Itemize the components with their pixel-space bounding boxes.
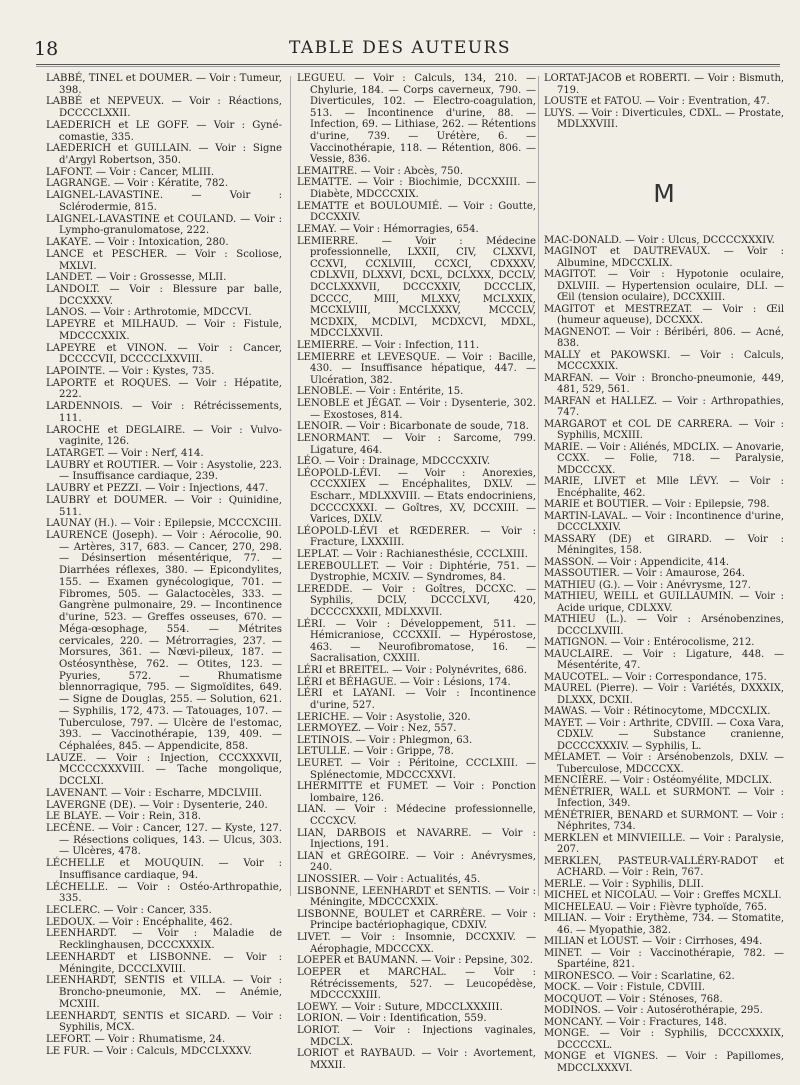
index-entry: LABBÉ et NEPVEUX. — Voir : Réactions, DCCCCLXXII. [46,96,282,120]
index-column-3-m-entries [544,235,784,1075]
index-entry: LÉRI. — Voir : Développement, 511. — Hémicraniose, CCCXXII. — Hypérostose, 463. — Neurofibromatose, 16. — Sacralisation, CXXIII. [297,618,536,665]
index-entry: MIRONESCO. — Voir : Scarlatine, 62. [544,970,735,982]
index-entry: LENOIR. — Voir : Bicarbonate de soude, 718. [297,421,529,433]
index-entry: LÉO. — Voir : Drainage, MDCCCXXIV. [297,456,491,468]
section-letter-heading: M [653,178,675,208]
index-entry: MATIGNON. — Voir : Entérocolisme, 212. [544,637,755,648]
index-entry: LÉCHELLE et MOUQUIN. — Voir : Insuffisance cardiaque, 94. [46,858,282,881]
index-entry: MICHEL et NICOLAU. — Voir : Greffes MCXLI. [544,890,782,901]
index-entry: LE FUR. — Voir : Calculs, MDCCLXXXV. [46,1045,252,1057]
index-entry: MAGNENOT. — Voir : Béribéri, 806. — Acné, 838. [544,326,784,349]
index-entry: LAEDERICH et GUILLAIN. — Voir : Signe d'Argyl Robertson, 350. [46,143,282,167]
index-entry: LE BLAYE. — Voir : Rein, 318. [46,811,202,823]
index-entry: LAIGNEL-LAVASTINE et COULAND. — Voir : Lympho-granulomatose, 222. [46,213,282,237]
index-entry: LAUBRY et ROUTIER. — Voir : Asystolie, 223. — Insuffisance cardiaque, 239. [46,459,282,483]
index-entry: LARDENNOIS. — Voir : Rétrécissements, 111. [46,401,282,424]
index-entry: MONGE et VIGNES. — Voir : Papillomes, MDCCLXXXVI. [544,1051,784,1074]
index-entry: LUYS. — Voir : Diverticules, CDXL. — Prostate, MDLXXVIII. [544,107,784,130]
index-entry: MASSOUTIER. — Voir : Amaurose, 264. [544,568,745,579]
index-entry: LOEPER et BAUMANN. — Voir : Pepsine, 302. [297,955,533,967]
index-entry: MARIE. — Voir : Aliénés, MDCLIX. — Anovarie, CCXX. — Folie, 718. — Paralysie, MDCCCXX. [544,441,784,476]
index-entry: LAVERGNE (DE). — Voir : Dysenterie, 240. [46,799,268,811]
index-entry: LENOBLE. — Voir : Entérite, 15. [297,386,464,398]
index-entry: MODINOS. — Voir : Autosérothérapie, 295. [544,1005,763,1016]
index-entry: MAYET. — Voir : Arthrite, CDVIII. — Coxa Vara, CDXLV. — Substance cranienne, DCCCCXXXIV. — Syphilis, L. [544,717,784,752]
index-entry: MARFAN et HALLEZ. — Voir : Arthropathies, 747. [544,395,784,418]
index-entry: LORTAT-JACOB et ROBERTI. — Voir : Bismuth, 719. [544,73,784,96]
index-entry: LOUSTE et FATOU. — Voir : Eventration, 47. [544,96,770,107]
index-entry: LEMIERRE. — Voir : Médecine professionnelle, LXXII, CIV, CLXXVI, CCXVI, CCXLVIII, CCXCI, CDXXXV, CDLXVII, DLXXVI, DCXL, DCLXXX, DCCLV, DCCLXXXVII, DCCCXXIV, DCCCLIX, DCCCC, MIII, MLXXV, MCLXXIX, MCCXLVIII, MCCLXXXV, MCCCLV, MCDXIX, MCDLVI, MCDXCVI, MDXL, MDCCLXXVII. [297,235,536,340]
index-entry: LAURENCE (Joseph). — Voir : Aérocolie, 90. — Artères, 317, 683. — Cancer, 270, 298. — Désinsertion mésentérique, 77. — Diarrhées réflexes, 380. — Epicondylites, 155. — Examen gynécologique, 701. — Fibromes, 505. — Galactocèles, 333. — Gangrène pulmonaire, 29. — Incontinence d'urine, 523. — Greffes osseuses, 670. — Méga-œsophage, 554. — Métrites cervicales, 220. — Métrorragies, 237. — Morsures, 361. — Nœvi-pileux, 187. — Ostéosynthèse, 762. — Otites, 123. — Pyuries, 572. — Rhumatisme blennorragique, 795. — Sigmoïdites, 649. — Signe de Douglas, 255. — Solution, 621. — Syphilis, 172, 473. — Tatouages, 107. — Tuberculose, 797. — Ulcère de l'estomac, 393. — Vaccinothérapie, 139, 409. — Céphalées, 845. — Appendicite, 858. [46,530,282,752]
index-entry: MARIE et BOUTIER. — Voir : Epilepsie, 798. [544,499,770,510]
index-entry: LAVENANT. — Voir : Escharre, MDCLVIII. [46,787,262,799]
running-title: TABLE DES AUTEURS [289,38,511,58]
index-entry: LIAN. — Voir : Médecine professionnelle, CCCXCV. [297,804,536,827]
index-entry: LECLERC. — Voir : Cancer, 335. [46,905,212,917]
index-column-1 [46,73,282,1057]
index-entry: LEGUEU. — Voir : Calculs, 134, 210. — Chylurie, 184. — Corps caverneux, 790. — Diverticules, 102. — Electro-coagulation, 513. — Incontinence d'urine, 88. — Infection, 69. — Lithiase, 262. — Rétentions d'urine, 739. — Urétère, 6. — Vaccinothérapie, 118. — Rétention, 806. — Vessie, 836. [297,73,536,166]
index-entry: LAKAYE. — Voir : Intoxication, 280. [46,237,229,249]
index-entry: LEPLAT. — Voir : Rachianesthésie, CCCLXIII. [297,548,528,560]
index-entry: MILIAN. — Voir : Erythème, 734. — Stomatite, 46. — Myopathie, 382. [544,913,784,936]
index-entry: LANDOLT. — Voir : Blessure par balle, DCCXXXV. [46,283,282,307]
index-entry: MILIAN et LOUST. — Voir : Cirrhoses, 494. [544,936,763,947]
index-entry: LÉRI et LAYANI. — Voir : Incontinence d'urine, 527. [297,688,536,711]
index-entry: LAUBRY et DOUMER. — Voir : Quinidine, 511. [46,494,282,518]
index-entry: MASSON. — Voir : Appendicite, 414. [544,556,730,568]
index-entry: LAROCHE et DEGLAIRE. — Voir : Vulvo-vaginite, 126. [46,424,282,448]
index-entry: MARTIN-LAVAL. — Voir : Incontinence d'urine, DCCCLXXIV. [544,510,784,533]
index-entry: MÉNÉTRIER, WALL et SURMONT. — Voir : Infection, 349. [544,786,784,809]
index-entry: LEENHARDT et LISBONNE. — Voir : Méningite, DCCCLXVIII. [46,951,282,975]
index-entry: LERICHE. — Voir : Asystolie, 320. [297,711,471,723]
column-divider [290,76,291,896]
index-entry: LORION. — Voir : Identification, 559. [297,1013,487,1025]
index-entry: LEMIERRE. — Voir : Infection, 111. [297,340,480,352]
index-column-3 [544,73,784,1074]
index-entry: LEMAITRE. — Voir : Abcès, 750. [297,165,464,177]
index-entry: LAPEYRE et MILHAUD. — Voir : Fistule, MDCCCXXIX. [46,319,282,342]
index-entry: LEMATTE. — Voir : Biochimie, DCCXXIII. — Diabète, MDCCCXIX. [297,177,536,201]
index-entry: MONCANY. — Voir : Fractures, 148. [544,1016,727,1028]
index-entry: LAPORTE et ROQUES. — Voir : Hépatite, 222. [46,377,282,401]
index-entry: LHERMITTE et FUMET. — Voir : Ponction lombaire, 126. [297,781,536,804]
header-rule [36,64,780,65]
index-entry: LÉRI et BÉHAGUE. — Voir : Lésions, 174. [297,676,511,688]
index-entry: LÉRI et BREITEL. — Voir : Polynévrites, 686. [297,665,527,677]
index-entry: MERKLEN, PASTEUR-VALLÉRY-RADOT et ACHARD. — Voir : Rein, 767. [544,855,784,878]
index-entry: MAGINOT et DAUTREVAUX. — Voir : Albumine, MDCCXLIX. [544,246,784,269]
index-entry: LABBÉ, TINEL et DOUMER. — Voir : Tumeur, 398. [46,73,282,96]
index-column-2 [297,73,536,1071]
index-entry: LEDOUX. — Voir : Encéphalite, 462. [46,916,233,928]
index-entry: MASSARY (DE) et GIRARD. — Voir : Méningites, 158. [544,533,784,556]
index-entry: LANDET. — Voir : Grossesse, MLII. [46,272,227,284]
index-entry: LEENHARDT, SENTIS et SICARD. — Voir : Syphilis, MCX. [46,1010,282,1034]
index-entry: LAUBRY et PEZZI. — Voir : Injections, 447. [46,483,269,495]
index-entry: LINOSSIER. — Voir : Actualités, 45. [297,874,481,886]
index-entry: MATHIEU, WEILL et GUILLAUMIN. — Voir : Acide urique, CDLXXV. [544,591,784,614]
index-entry: MARFAN. — Voir : Broncho-pneumonie, 449, 481, 529, 561. [544,372,784,395]
index-entry: LETULLE. — Voir : Grippe, 78. [297,746,454,758]
index-entry: MATHIEU (L.). — Voir : Arsénobenzines, DCCCLXVIII. [544,614,784,637]
index-entry: LAEDERICH et LE GOFF. — Voir : Gyné-comastie, 335. [46,119,282,143]
index-entry: LETINOIS. — Voir : Phlegmon, 63. [297,734,473,746]
index-entry: LEMIERRE et LEVESQUE. — Voir : Bacille, 430. — Insuffisance hépatique, 447. — Ulcération, 382. [297,351,536,386]
index-entry: LANOS. — Voir : Arthrotomie, MDCCVI. [46,307,252,319]
index-entry: LAFONT. — Voir : Cancer, MLIII. [46,166,215,178]
index-entry: LATARGET. — Voir : Nerf, 414. [46,448,204,459]
index-entry: LEENHARDT, SENTIS et VILLA. — Voir : Broncho-pneumonie, MX. — Anémie, MCXIII. [46,975,282,1010]
index-entry: MERLE. — Voir : Syphilis, DLII. [544,878,704,890]
index-entry: LEREBOULLET. — Voir : Diphtérie, 751. — Dystrophie, MCXIV. — Syndromes, 84. [297,560,536,584]
index-entry: LEMATTE et BOULOUMIÉ. — Voir : Goutte, DCCXXIV. [297,200,536,224]
index-entry: MAC-DONALD. — Voir : Ulcus, DCCCCXXXIV. [544,234,775,246]
index-entry: MÉLAMET. — Voir : Arsénobenzols, DXLV. — Tuberculose, MDCCCXX. [544,752,784,775]
index-entry: LOEPER et MARCHAL. — Voir : Rétrécissements, 527. — Leucopédèse, MDCCCXXIII. [297,966,536,1002]
index-entry: LIAN, DARBOIS et NAVARRE. — Voir : Injections, 191. [297,827,536,851]
index-entry: MAUCOTEL. — Voir : Correspondance, 175. [544,671,767,683]
index-entry: LECÈNE. — Voir : Cancer, 127. — Kyste, 127. — Résections coliques, 143. — Ulcus, 303. — Ulcères, 478. [46,823,282,858]
index-entry: LEURET. — Voir : Péritoine, CCCLXIII. — Splénectomie, MDCCCXXVI. [297,757,536,781]
index-entry: LAGRANGE. — Voir : Kératite, 782. [46,178,229,190]
index-entry: MARGAROT et COL DE CARRERA. — Voir : Syphilis, MCXIII. [544,418,784,441]
index-entry: MAGITOT. — Voir : Hypotonie oculaire, DXLVIII. — Hypertension oculaire, DLI. — Œil (tension oculaire), DCCXXIII. [544,269,784,303]
index-entry: LEREDDE. — Voir : Goîtres, DCCXC. — Syphilis, DCLV, DCCCLXVI, 420, DCCCCXXXII, MDLXXVII. [297,583,536,619]
index-entry: LAUZE. — Voir : Injection, CCCXXXVII, MCCCCXXXVIII. — Tache mongolique, DCCLXI. [46,752,282,788]
index-entry: LEENHARDT. — Voir : Maladie de Recklinghausen, DCCCXXXIX. [46,928,282,952]
page-header [0,38,800,60]
index-entry: LENORMANT. — Voir : Sarcome, 799. Ligature, 464. [297,432,536,456]
index-entry: MAWAS. — Voir : Rétinocytome, MDCCXLIX. [544,706,771,717]
index-entry: MENCIÈRE. — Voir : Ostéomyélite, MDCLIX. [544,775,772,786]
index-entry: MALLY et PAKOWSKI. — Voir : Calculs, MCCCXXIX. [544,349,784,372]
index-entry: LEFORT. — Voir : Rhumatisme, 24. [46,1033,226,1045]
index-entry: LAUNAY (H.). — Voir : Epilepsie, MCCCXCIII. [46,518,282,530]
index-entry: MOCQUOT. — Voir : Sténoses, 768. [544,993,723,1005]
index-entry: MAGITOT et MESTREZAT. — Voir : Œil (humeur aqueuse), DCCXXX. [544,303,784,326]
index-entry: LAPOINTE. — Voir : Kystes, 735. [46,365,215,377]
index-entry: LÉCHELLE. — Voir : Ostéo-Arthropathie, 335. [46,881,282,905]
header-rule-secondary [36,66,780,67]
index-entry: MATHIEU (G.). — Voir : Anévrysme, 127. [544,579,751,591]
index-entry: LANCE et PESCHER. — Voir : Scoliose, MXLVI. [46,248,282,272]
index-entry: LENOBLE et JÉGAT. — Voir : Dysenterie, 302. — Exostoses, 814. [297,398,536,421]
index-entry: MONGE. — Voir : Syphilis, DCCCXXXIX, DCCCCXL. [544,1028,784,1051]
index-entry: LAIGNEL-LAVASTINE. — Voir : Sclérodermie, 815. [46,190,282,213]
index-entry: LEMAY. — Voir : Hémorragies, 654. [297,223,479,235]
index-entry: MÉNÉTRIER, BENARD et SURMONT. — Voir : Néphrites, 734. [544,809,784,832]
index-entry: LAPEYRE et VINON. — Voir : Cancer, DCCCCVII, DCCCCLXXVIII. [46,342,282,366]
index-entry: LIVET. — Voir : Insomnie, DCCXXIV. — Aérophagie, MDCCCXX. [297,932,536,955]
index-entry: MICHELEAU. — Voir : Fièvre typhoïde, 765. [544,901,767,913]
column-divider [538,76,539,896]
index-entry: MOCK. — Voir : Fistule, CDVIII. [544,982,706,993]
index-entry: LOEWY. — Voir : Suture, MDCCLXXXIII. [297,1001,503,1013]
index-entry: MARIE, LIVET et Mlle LÉVY. — Voir : Encéphalite, 462. [544,476,784,499]
index-entry: LERMOYEZ. — Voir : Nez, 557. [297,723,457,735]
page-number: 18 [34,38,59,60]
index-entry: LISBONNE, LEENHARDT et SENTIS. — Voir : Méningite, MDCCCXXIX. [297,885,536,909]
index-entry: MAUCLAIRE. — Voir : Ligature, 448. — Mésentérite, 47. [544,648,784,671]
index-entry: LÉOPOLD-LÉVI et RŒDERER. — Voir : Fracture, LXXXIII. [297,525,536,549]
index-entry: LORIOT et RAYBAUD. — Voir : Avortement, MXXII. [297,1048,536,1071]
index-entry: MINET. — Voir : Vaccinothérapie, 782. — Spartéine, 821. [544,947,784,970]
index-entry: LÉOPOLD-LÉVI. — Voir : Anorexies, CCCXXIEX — Encéphalites, DXLV. — Escharr., MDLXXVIII. — Etats endocriniens, DCCCCXXXI. — Goîtres, XV, DCCXIII. — Varices, DXLV. [297,467,536,526]
index-column-3-l-entries [544,73,784,131]
index-entry: LISBONNE, BOULET et CARRÈRE. — Voir : Principe bactériophagique, CDXIV. [297,908,536,932]
index-entry: LORIOT. — Voir : Injections vaginales, MDCLX. [297,1024,536,1048]
index-entry: MAUREL (Pierre). — Voir : Variétés, DXXXIX, DLXXX, DCXII. [544,683,784,706]
index-entry: LIAN et GRÉGOIRE. — Voir : Anévrysmes, 240. [297,850,536,874]
index-entry: MERKLEN et MINVIEILLE. — Voir : Paralysie, 207. [544,832,784,855]
